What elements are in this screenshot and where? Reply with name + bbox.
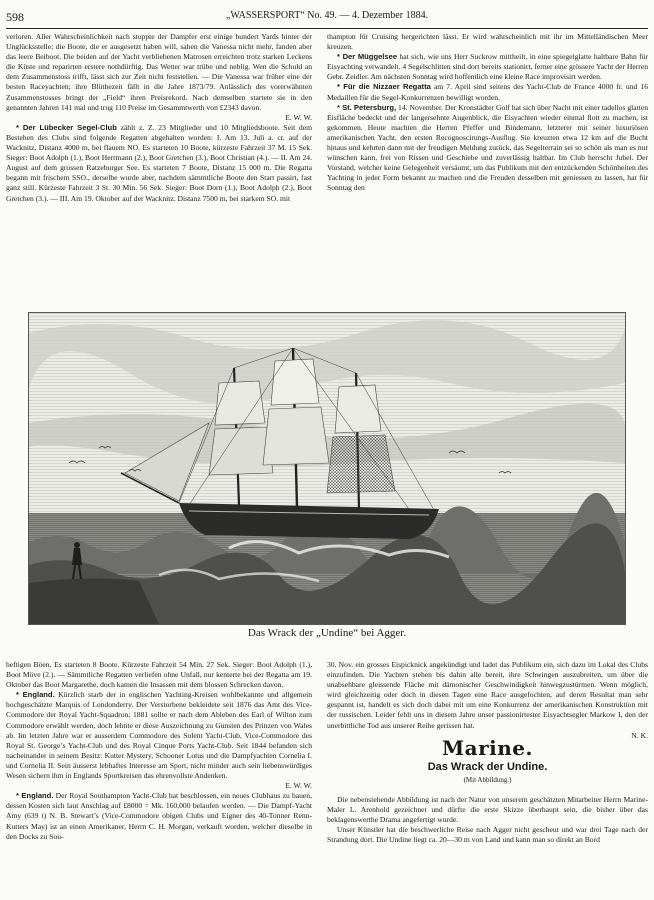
sail	[215, 381, 265, 425]
column-bottom-left	[6, 660, 312, 895]
article-paragraph: * Für die Nizzaer Regatta am 7. April sind seitens des Yacht-Club de France 4000 fr. und 16 Medaillen für die Segel-Konkurrenzen bewilligt worden.	[327, 82, 648, 102]
figure-caption: Das Wrack der „Undine“ bei Agger.	[247, 627, 407, 639]
sail	[263, 407, 329, 465]
beach	[29, 578, 159, 624]
signature: E. W. W.	[285, 112, 312, 122]
sail	[271, 359, 319, 405]
article-paragraph: * England. Der Royal Southampton Yacht-Club hat beschlossen, ein neues Clubhaus zu bauen, dessen Kosten sich laut Anschlag auf £8000 = Mk. 160,000 belaufen werden. — Die Dampf-Yacht Amy (639 t) N. B. Stewart’s (Vice-Commodore obigen Clubs und Eigner des 40-Tonner Renn-Kutters May) ist an einen Amerikaner, Herrn C. H. Morgan, verkauft worden, welcher dieselbe in den Docks zu Sou-	[6, 791, 312, 841]
column-marine	[327, 795, 648, 895]
article-heading: * England.	[16, 791, 54, 801]
section-subtitle: Das Wrack der Undine.	[427, 761, 548, 773]
sail	[327, 435, 395, 493]
article-paragraph: * England. Kürzlich starb der in englischen Yachting-Kreisen wohlbekannte und allgemein hochgeschätzte Marquis of Londonderry. Der Verstorbene bekleidete seit 1876 das Amt des Vice-Commodore der Royal Yacht-Squadron; 1881 sollte er nach dem Ableben des Earl of Wilton zum Commodore erwählt werden, doch lehnte er diese Auszeichnung zu Gunsten des Prinzen von Wales ab. Im letzten Jahre war er ausserdem Commodore des Solent Yacht-Club, Vice-Commodore des Royal St. George’s Yacht-Club und des Royal Cinque Ports Yacht-Club. Seit 1844 befanden sich nacheinander in seinem Besitz: Kutter Mystery, Schooner Lotus und die Dampfyachten Cornelia I. und Cornelia II. Sein äusserst lebhaftes Interesse am Sport, nicht minder auch sein liebenswürdiges Wesen sichern ihm in Englands Sportkreisen das ehrenvollste Andenken.	[6, 690, 312, 781]
article-paragraph: verloren. Aller Wahrscheinlichkeit nach stoppte der Dampfer erst einige hundert Yards hinter der Unglücksstelle; die Boote, die er ausgesetzt haben will, sahen die Vanessa nicht mehr, fanden aber das leere Beiboot. Die beiden auf der Yacht verbliebenen Matrosen erreichten trotz starken Leckens die Küste und reparirten erstere nothdürftig. Das Wetter war trübe und neblig. Wen die Schuld an dem Zusammenstoss trifft, lässt sich zur Zeit nicht feststellen. — Die Vanessa war früher eine der besten Raceyachten; ihre Blüthezeit fällt in die Jahre 1873/79. Anlässlich des vorerwähnten Zusammenstosses bringt der „Field“ ihren Preisrekord. Nach demselben startete sie in den genannten Jahren 141 mal und trug 110 Preise im Gesammtwerth von £2343 davon.	[6, 32, 312, 112]
article-heading: * Der Lübecker Segel-Club	[16, 122, 117, 132]
article-heading: * St. Petersburg,	[337, 102, 397, 112]
article-heading: * England.	[16, 690, 55, 700]
article-paragraph: Unser Künstler hat die beschwerliche Reise nach Agger nicht gescheut und war drei Tage nach der Strandung dort. Die Undine liegt ca. 20—30 m von Land und kann man so direkt an Bord	[327, 825, 648, 845]
article-heading: * Für die Nizzaer Regatta	[337, 82, 431, 92]
article-paragraph: * Der Lübecker Segel-Club zählt z. Z. 23 Mitglieder und 10 Mitgliedsboote. Seit dem Bestehen des Clubs sind folgende Regatten abgehalten worden: I. Am 13. Juli a. cr. auf der Wacknitz, Distanz 4000 m, bei flauem NO. Es starteten 10 Boote, kürzeste Fahrzeit 37 M. 15 Sek. Sieger: Boot Adolph (1.), Boot Herrmann (2.), Boot Gretchen (3.), Boot Christian (4.). — II. Am 24. August auf dem grossen Ratzeburger See. Es starteten 7 Boote, Distanz 15 000 m. Die Regatta begann mit frischem SSO., derselbe wurde aber, nachdem sämmtliche Boote den Start passirt, fast ganz still. Kürzeste Fahrzeit 3 St. 30 Min. 56 Sek. Sieger: Boot Dorn (1.), Boot Adolph (2.), Boot Gretchen (3.). — III. Am 19. Oktober auf der Wacknitz. Distanz 7500 m, bei starkem SO. mit	[6, 122, 312, 203]
page-header	[6, 2, 648, 29]
sail	[209, 427, 273, 475]
sail	[335, 385, 381, 433]
article-paragraph: 30. Nov. ein grosses Eispicknick angekündigt und ladet das Publikum ein, sich dazu im Lokal des Clubs einzufinden. Die Yachten stehen bis dahin alle bereit, ihre Schwingen auszubreiten, um über die unabsehbare gleissende Fläche mit dämonischer Geschwindigkeit hinwegzustürmen. Wenn möglich, wird gleichzeitig oder doch in diesen Tagen eine Race ausgefochten, auf deren Resultat man sehr gespannt ist, handelt es sich doch dabei mit um eine Konkurrenz der amerikanischen Konstruktion mit der russischen. Leider fehlt uns in diesem Jahre unser passionirtester Eisyachtsegler Markow I, den der unerbittliche Tod aus unserer Reihe gerissen hat.	[327, 660, 648, 730]
shipwreck-engraving	[28, 312, 626, 625]
page-number: 598	[6, 10, 24, 24]
column-top-right	[327, 32, 648, 307]
signature: N. K.	[631, 730, 648, 740]
section-note: (Mit Abbildung.)	[463, 776, 512, 784]
ship-hull	[179, 503, 439, 539]
section-title: Marine.	[442, 736, 533, 760]
article-paragraph: * St. Petersburg, 14. November. Der Kronstädter Golf hat sich über Nacht mit einer tadellos glatten Eisfläche bedeckt und der langersehnte Augenblick, die Eisyachten wieder einmal flott zu machen, ist gekommen. Heute machten die Herren Pfeffer und Bindemann, letzterer mit seiner luxuriösen amerikanischen Yacht, den ersten Recognoscirungs-Ausflug. Sie kreuzten etwa 12 km auf die Bucht hinaus und kehrten dann mit der freudigen Meldung zurück, das Segelterrain sei so schön als man es nur wünschen kann, frei von Rissen und Geschiebe und zuverlässig haltbar. Im Club herrscht Jubel. Der Vorstand, welcher keine Gelegenheit versäumt, um das Publikum mit den entzückenden Schönheiten des Yachting in jeder Form bekannt zu machen und die Freuden desselben mit geniessen zu lassen, hat für Sonntag den	[327, 102, 648, 193]
header-title: „WASSERSPORT“ No. 49. — 4. Dezember 1884.	[225, 10, 429, 21]
article-paragraph: thampton für Cruising hergerichten lässt. Er wird wahrscheinlich mit ihr im Mittelländischen Meer kreuzen.	[327, 32, 648, 52]
article-paragraph: Die nebenstehende Abbildung ist nach der Natur von unserem geschätzten Mitarbeiter Herrn Marine-Maler L. Arenhold gezeichnet und dürfte die erste Skizze überhaupt sein, die bisher über das beklagenswerthe Drama angefertigt wurde.	[327, 795, 648, 825]
column-top-left	[6, 32, 312, 307]
article-paragraph: * Der Müggelsee hat sich, wie uns Herr Suckrow mittheilt, in eine spiegelglatte haltbare Bahn für Eisyachting verwandelt. 4 Segelschlitten sind dort bereits stationirt, ferner eine grössere Yacht der Herren Gebr. Zeidler. Am nächsten Sonntag wird hoffentlich eine kleine Race improvisirt werden.	[327, 52, 648, 82]
article-paragraph: heftigen Böen. Es starteten 8 Boote. Kürzeste Fahrzeit 54 Min. 27 Sek. Sieger: Boot Adolph (1.), Boot Möve (2.). — Sämmtliche Regatten verliefen ohne Unfall, nur kenterte bei der Regatta am 19. Oktober das Boot Margarethe, doch kamen die Insassen mit dem blossen Schrecken davon.	[6, 660, 312, 690]
signature: E. W. W.	[285, 781, 312, 791]
article-heading: * Der Müggelsee	[337, 52, 398, 62]
engraving-illustration	[29, 313, 625, 624]
